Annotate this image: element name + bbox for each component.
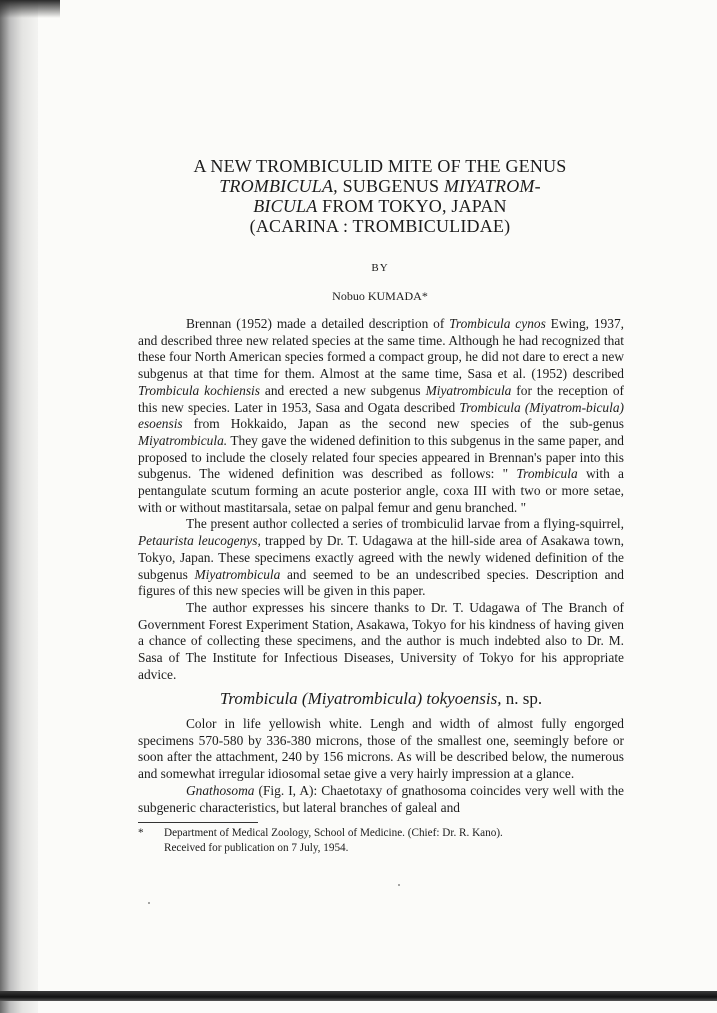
species-name: Petaurista leucogenys, <box>138 533 261 549</box>
footnote-line-1 <box>138 826 624 841</box>
text-span: and erected a new subgenus <box>259 382 426 398</box>
subgenus-name: Miyatrombicula <box>425 382 512 398</box>
paragraph-1 <box>138 316 624 516</box>
byline: BY <box>371 262 389 274</box>
subgenus-name: Miyatrombicula. <box>138 432 228 448</box>
title-subgenus-word: SUBGENUS <box>337 176 444 196</box>
species-name: Trombicula (Miyatrom-bicula) esoensis <box>138 399 624 432</box>
text-span: from Hokkaido, Japan as the second new species of the sub-genus <box>182 416 624 432</box>
author-name: Nobuo KUMADA* <box>332 289 428 303</box>
footnote-mark: * <box>138 827 144 839</box>
paragraph-2 <box>138 516 624 600</box>
text-span: with a pentangulate scutum forming an acute posterior angle, coxa III with two or more setae, with or without mastitarsala, setae on palpal femur and genu branched. " <box>138 466 624 515</box>
heading-suffix: n. sp. <box>501 689 543 708</box>
scan-speck <box>398 884 400 886</box>
text-span: for the reception of this new species. Later in 1953, Sasa and Ogata described <box>138 382 624 415</box>
title-location: FROM TOKYO, JAPAN <box>317 196 507 216</box>
title-subgenus-b: BICULA <box>253 196 318 216</box>
title-line-2 <box>120 176 640 196</box>
species-name: Trombicula cynos <box>449 316 546 331</box>
text-span: They gave the widened definition to this subgenus in the same paper, and proposed to include the closely related four species appeared in Brennan's paper into this subgenus. The widened definition was described as follows: " <box>138 432 624 482</box>
paragraph-3: The author expresses his sincere thanks to Dr. T. Udagawa of The Branch of Government Forest Experiment Station, Asakawa, Tokyo for his kindness of having given a chance of collecting these specimens, and the author is much indebted also to Dr. M. Sasa of The Institute for Infectious Diseases, University of Tokyo for his appropriate advice. <box>138 599 624 682</box>
paragraph-4: Color in life yellowish white. Lengh and width of almost fully engorged specimens 570-580 by 336-380 microns, those of the smallest one, seemingly before or soon after the attachment, 240 by 156 microns. As will be described below, the numerous and somewhat irregular idiosomal setae give a very hairly impression at a glance. <box>138 716 624 782</box>
description-body <box>138 716 624 816</box>
gnathosoma-label: Gnathosoma <box>186 782 255 798</box>
species-heading <box>138 689 624 709</box>
page-corner-shadow <box>0 0 60 18</box>
footnote-line-2: Received for publication on 7 July, 1954. <box>164 841 349 854</box>
footnote <box>138 826 624 855</box>
text-span: Ewing, 1937, and described three new related species at the same time. Although he had recognized that these four North American species formed a compact group, he did not dare to erect a new subgenus at that time for them. Almost at the same time, Sasa et al. (1952) described <box>138 316 624 382</box>
text-span: Brennan (1952) made a detailed description of <box>186 316 450 331</box>
scan-speck <box>148 902 150 904</box>
species-name: Trombicula kochiensis <box>138 382 260 398</box>
genus-name: Trombicula <box>516 466 578 482</box>
title-genus: TROMBICULA, <box>219 176 338 196</box>
subgenus-name: Miyatrombicula <box>194 566 281 582</box>
footnote-text: Department of Medical Zoology, School of Medicine. (Chief: Dr. R. Kano). <box>164 827 503 839</box>
heading-species: tokyoensis, <box>426 689 502 708</box>
heading-subgenus: (Miyatrombicula) <box>301 689 423 708</box>
text-span: and seemed to be an undescribed species. Description and figures of this new species will be given in this paper. <box>138 566 624 599</box>
title-line-1: A NEW TROMBICULID MITE OF THE GENUS <box>193 156 567 176</box>
page-binding-shadow <box>0 0 38 1013</box>
article-title <box>120 156 640 236</box>
intro-body <box>138 316 624 683</box>
footnote-divider <box>138 822 258 823</box>
scan-bottom-edge <box>0 991 717 1001</box>
title-subgenus-a: MIYATROM- <box>443 176 541 196</box>
paragraph-5 <box>138 783 624 816</box>
title-line-3 <box>120 196 640 216</box>
title-line-4: (ACARINA : TROMBICULIDAE) <box>249 216 511 236</box>
text-span: The present author collected a series of trombiculid larvae from a flying-squirrel, <box>186 516 624 532</box>
text-span: (Fig. I, A): Chaetotaxy of gnathosoma coincides very well with the subgeneric characteristics, but lateral branches of galeal and <box>138 782 624 815</box>
text-span: trapped by Dr. T. Udagawa at the hill-side area of Asakawa town, Tokyo, Japan. These specimens exactly agreed with the newly widened definition of the subgenus <box>138 533 624 582</box>
heading-genus: Trombicula <box>219 689 298 708</box>
